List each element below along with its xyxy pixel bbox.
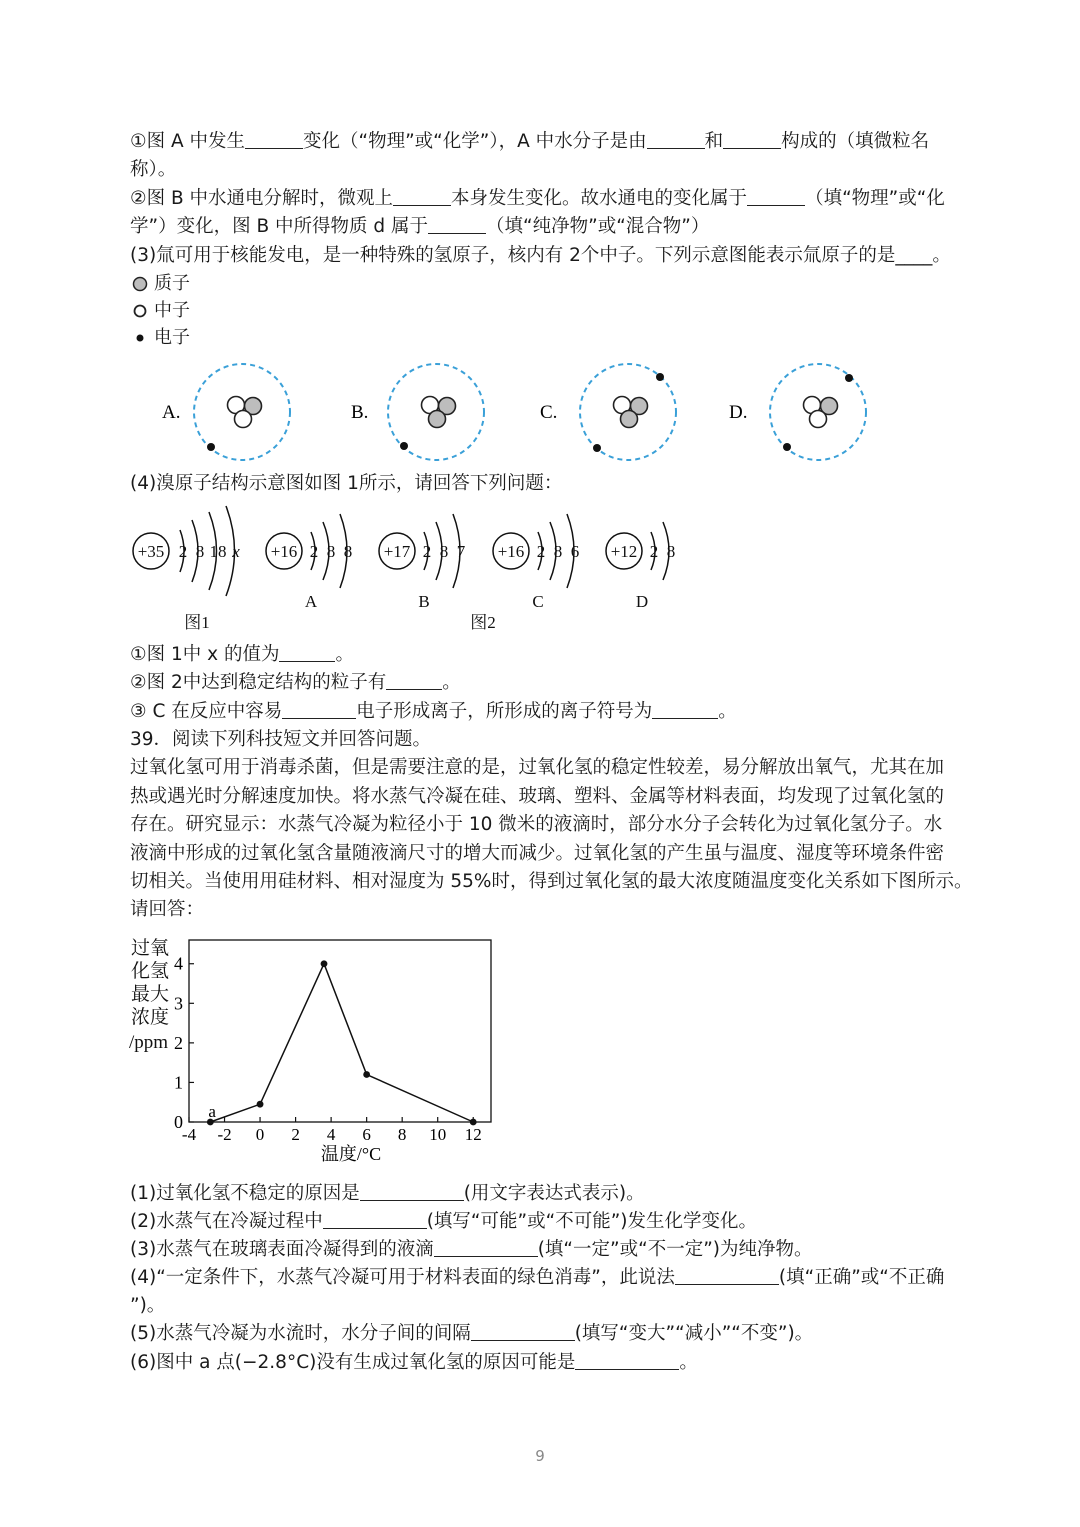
legend-proton (132, 272, 190, 296)
svg-text:化氢: 化氢 (131, 961, 170, 982)
shell-count: 8 (439, 542, 449, 561)
x-tick-label: -2 (217, 1125, 232, 1144)
atom-label: C (532, 592, 544, 611)
x-tick-label: 10 (429, 1125, 447, 1144)
option-c[interactable] (540, 364, 676, 460)
x-tick-label: 0 (255, 1125, 265, 1144)
answer-blank[interactable] (647, 130, 705, 149)
q39-question-1: (1)过氧化氢不稳定的原因是 (用文字表达式表示)。 (130, 1183, 645, 1204)
shell-count: 2 (309, 542, 319, 561)
svg-text:浓度: 浓度 (131, 1007, 170, 1028)
option-b[interactable] (351, 364, 484, 460)
legend-label: 质子 (154, 273, 190, 294)
q39-passage-line: 请回答： (130, 899, 205, 920)
x-tick-label: 6 (362, 1125, 371, 1144)
legend-label: 中子 (154, 300, 190, 321)
shell-count: 8 (553, 542, 563, 561)
atom-label: A (304, 592, 318, 611)
shell-count: 18 (209, 542, 227, 561)
svg-text:过氧: 过氧 (131, 938, 170, 959)
q39-question-4: (4)“一定条件下，水蒸气冷凝可用于材料表面的绿色消毒”，此说法 (填“正确”或“不正确 (130, 1267, 945, 1288)
h2o2-concentration-chart (125, 930, 505, 1170)
y-tick-label: 4 (174, 953, 183, 974)
option-b-label: B. (351, 402, 369, 423)
proton (429, 411, 446, 428)
shell-count: 2 (178, 542, 188, 561)
legend-label: 电子 (154, 327, 190, 348)
q39-question-2: (2)水蒸气在冷凝过程中 (填写“可能”或“不可能”)发生化学变化。 (130, 1211, 757, 1232)
nucleus-charge: +16 (497, 542, 525, 561)
shell-count: x (232, 542, 240, 561)
q38-part3: (3)氚可用于核能发电，是一种特殊的氢原子，核内有 2个中子。下列示意图能表示氚原子的是____。 (130, 245, 951, 266)
data-point (363, 1071, 370, 1078)
figure-caption: 图1 (184, 613, 210, 632)
electron (783, 443, 791, 451)
option-a[interactable] (162, 364, 290, 460)
q39-passage-line: 切相关。当使用用硅材料、相对湿度为 55%时，得到过氧化氢的最大浓度随温度变化关系如下图所示。 (130, 871, 973, 892)
x-tick-label: -4 (181, 1125, 197, 1144)
option-d[interactable] (729, 364, 866, 460)
x-tick-label: 8 (397, 1125, 407, 1144)
answer-blank[interactable] (393, 187, 451, 206)
q38-part4: (4)溴原子结构示意图如图 1所示，请回答下列问题： (130, 473, 563, 494)
q38-sub1-line2: 称）。 (130, 159, 177, 180)
shell-count: 8 (343, 542, 353, 561)
neutron (810, 411, 827, 428)
electron (207, 443, 215, 451)
atom-label: D (635, 592, 649, 611)
proton-icon (132, 276, 148, 292)
data-point (321, 960, 328, 967)
q39-passage-line: 液滴中形成的过氧化氢含量随液滴尺寸的增大而减少。过氧化氢的产生虽与温度、湿度等环境条件密 (130, 843, 945, 864)
q39-question-5: (5)水蒸气冷凝为水流时，水分子间的间隔 (填写“变大”“减小”“不变”)。 (130, 1323, 814, 1344)
atomic-structure-figures (125, 502, 695, 637)
answer-blank[interactable] (360, 1182, 464, 1201)
shell-count: 6 (570, 542, 580, 561)
x-tick-label: 2 (291, 1125, 300, 1144)
series-line (210, 964, 473, 1122)
q39-title: 39．阅读下列科技短文并回答问题。 (130, 729, 432, 750)
shell-count: 8 (326, 542, 336, 561)
shell-count: 8 (666, 542, 676, 561)
q38-sub1-line1: ①图 A 中发生 变化（“物理”或“化学”），A 中水分子是由 和 构成的（填微粒名 (130, 131, 930, 152)
answer-blank[interactable] (323, 1210, 427, 1229)
answer-blank[interactable] (245, 130, 303, 149)
svg-text:/ppm: /ppm (129, 1032, 169, 1053)
electron (656, 373, 664, 381)
data-point (257, 1101, 264, 1108)
q38-sub2-line2: 学”）变化，图 B 中所得物质 d 属于 （填“纯净物”或“混合物”） (130, 216, 710, 237)
plot-frame (189, 940, 491, 1122)
electron-icon (132, 330, 148, 346)
option-d-label: D. (729, 402, 748, 423)
q39-passage-line: 热或遇光时分解速度加快。将水蒸气冷凝在硅、玻璃、塑料、金属等材料表面，均发现了过氧化氢的 (130, 786, 945, 807)
shell-count: 2 (422, 542, 432, 561)
x-axis-label: 温度/°C (320, 1144, 382, 1164)
atom-label: B (418, 592, 430, 611)
x-tick-label: 4 (326, 1125, 336, 1144)
y-tick-label: 0 (174, 1112, 183, 1132)
shell-count: 2 (536, 542, 546, 561)
electron (400, 442, 408, 450)
q39-question-6: (6)图中 a 点(−2.8°C)没有生成过氧化氢的原因可能是 。 (130, 1352, 698, 1373)
answer-blank[interactable] (279, 643, 335, 662)
atom-options-figure (150, 355, 890, 470)
option-c-label: C. (540, 402, 558, 423)
q39-question-3: (3)水蒸气在玻璃表面冷凝得到的液滴 (填“一定”或“不一定”)为纯净物。 (130, 1239, 813, 1260)
electron (593, 444, 601, 452)
y-tick-label: 3 (174, 993, 183, 1014)
y-tick-label: 2 (174, 1032, 183, 1053)
q39-passage-line: 过氧化氢可用于消毒杀菌，但是需要注意的是，过氧化氢的稳定性较差，易分解放出氧气，尤其在加 (130, 757, 945, 778)
answer-blank[interactable] (428, 215, 486, 234)
nucleus-charge: +16 (270, 542, 298, 561)
neutron-icon (132, 303, 148, 319)
neutron (235, 411, 252, 428)
answer-blank[interactable] (652, 700, 718, 719)
figure-caption: 图2 (470, 613, 496, 632)
q38-sub4-2: ②图 2中达到稳定结构的粒子有 。 (130, 672, 461, 693)
q38-sub2-line1: ②图 B 中水通电分解时，微观上 本身发生变化。故水通电的变化属于 （填“物理”或“化 (130, 188, 945, 209)
answer-blank[interactable] (723, 130, 781, 149)
q38-sub4-3: ③ C 在反应中容易 电子形成离子，所形成的离子符号为 。 (130, 701, 737, 722)
shell-count: 7 (456, 542, 466, 561)
answer-blank[interactable] (386, 671, 442, 690)
shell-count: 8 (195, 542, 205, 561)
q38-sub4-1: ①图 1中 x 的值为 。 (130, 644, 354, 665)
y-axis-label (129, 937, 169, 1053)
electron (845, 374, 853, 382)
point-label: a (208, 1102, 216, 1121)
x-tick-label: 12 (464, 1125, 482, 1144)
nucleus-charge: +35 (137, 542, 165, 561)
answer-blank[interactable] (747, 187, 805, 206)
page-number: 9 (535, 1447, 545, 1465)
legend-electron (132, 326, 190, 350)
answer-blank[interactable] (675, 1266, 779, 1285)
q39-passage-line: 存在。研究显示：水蒸气冷凝为粒径小于 10 微米的液滴时，部分水分子会转化为过氧化氢分子。水 (130, 814, 943, 835)
nucleus-charge: +17 (383, 542, 411, 561)
option-a-label: A. (162, 402, 181, 423)
q39-question-4-cont: ”)。 (130, 1295, 166, 1316)
answer-blank[interactable] (471, 1322, 575, 1341)
nucleus-charge: +12 (610, 542, 638, 561)
proton (621, 411, 638, 428)
answer-blank[interactable] (575, 1351, 679, 1370)
svg-text:最大: 最大 (131, 984, 170, 1005)
y-tick-label: 1 (174, 1072, 183, 1093)
answer-blank[interactable] (434, 1238, 538, 1257)
data-point (470, 1119, 477, 1126)
legend-neutron (132, 299, 190, 323)
answer-blank[interactable] (282, 700, 356, 719)
shell-count: 2 (649, 542, 659, 561)
